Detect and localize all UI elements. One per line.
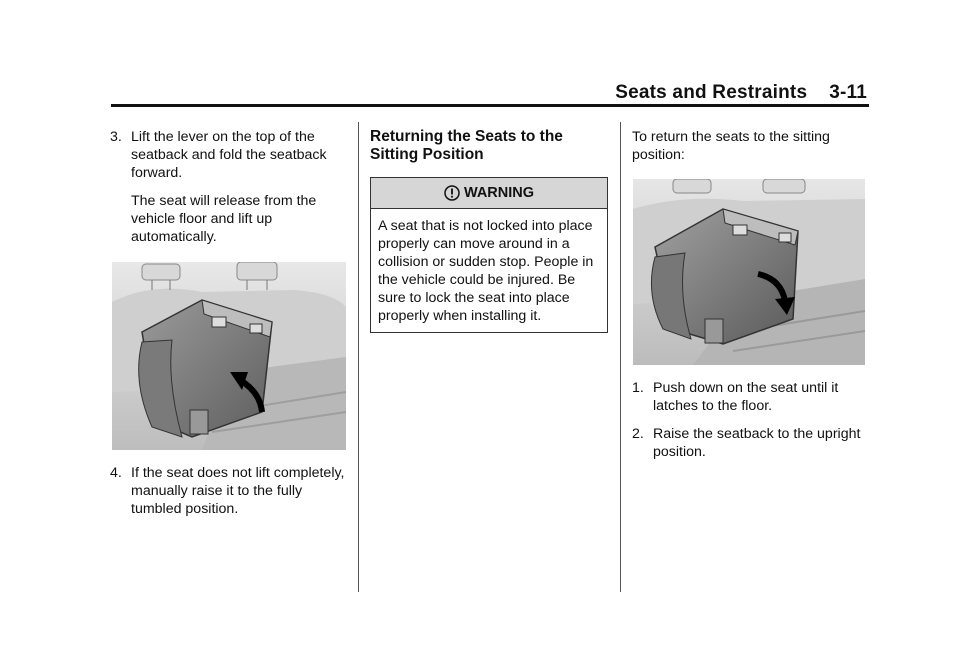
warning-label: WARNING — [463, 185, 535, 201]
warning-icon — [444, 185, 460, 201]
column-2 — [370, 128, 610, 333]
step-1-number: 1. — [632, 380, 644, 396]
column-1 — [110, 128, 346, 518]
page-number: 3-11 — [829, 82, 867, 103]
column-divider-2 — [620, 122, 621, 592]
warning-header — [371, 178, 607, 209]
step-4-number: 4. — [110, 465, 122, 481]
seat-return-illustration — [633, 179, 865, 365]
page-header — [111, 80, 869, 107]
step-4-text: If the seat does not lift completely, manually raise it to the fully tumbled position. — [131, 465, 345, 517]
column-divider-1 — [358, 122, 359, 592]
step-2-number: 2. — [632, 426, 644, 442]
warning-box — [370, 177, 608, 333]
header-title: Seats and Restraints — [615, 82, 808, 103]
column-3 — [632, 128, 870, 461]
step-1-text: Push down on the seat until it latches to the floor. — [653, 380, 839, 414]
step-2 — [632, 425, 870, 461]
step-1 — [632, 379, 870, 415]
warning-text: A seat that is not locked into place properly can move around in a collision or sudden stop. People in the vehicle could be injured. Be sure to lock the seat into place properly when installing it. — [378, 218, 594, 324]
intro-text: To return the seats to the sitting position: — [632, 129, 830, 163]
step-4 — [110, 464, 346, 518]
step-2-text: Raise the seatback to the upright position. — [653, 426, 861, 460]
header-text — [615, 82, 867, 104]
step-3-number: 3. — [110, 129, 122, 145]
seat-tumble-illustration — [112, 262, 346, 450]
section-title: Returning the Seats to the Sitting Position — [370, 128, 563, 163]
step-3-text: Lift the lever on the top of the seatback and fold the seatback forward. — [131, 129, 327, 181]
step-3-note: The seat will release from the vehicle floor and lift up automatically. — [131, 193, 317, 245]
step-3 — [110, 128, 346, 182]
